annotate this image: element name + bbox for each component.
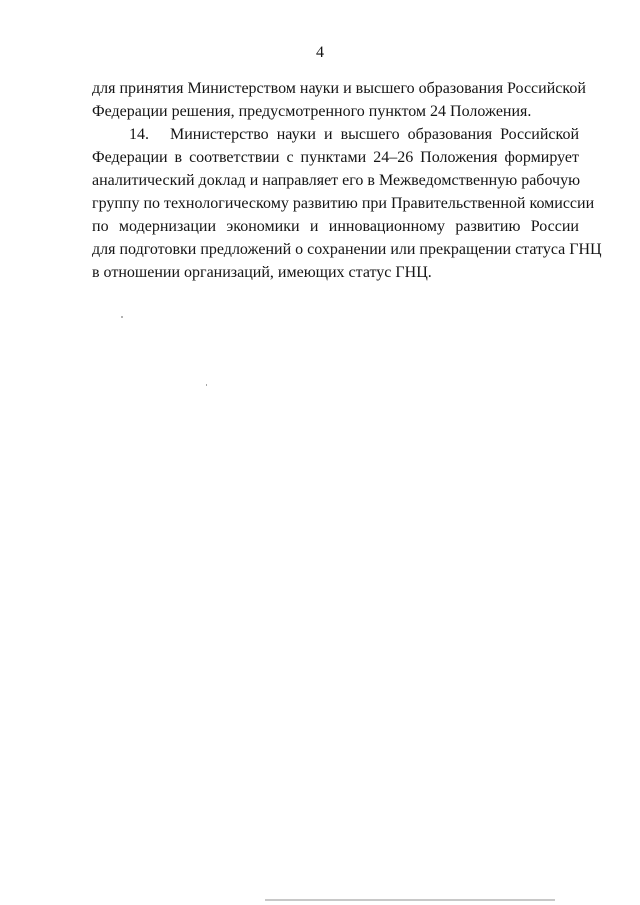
text-line-3: Министерство науки и высшего образования Российской — [170, 126, 579, 143]
text-line-5: аналитический доклад и направляет его в Межведомственную рабочую — [92, 172, 581, 189]
text-line-8: для подготовки предложений о сохранении или прекращении статуса ГНЦ — [92, 241, 602, 258]
text-line-4: Федерации в соответствии с пунктами 24–26 Положения формирует — [92, 149, 579, 166]
text-line-7: по модернизации экономики и инновационному развитию России — [92, 218, 579, 235]
paragraph-14-first-line — [129, 125, 579, 145]
scan-speck — [121, 316, 123, 318]
page-number: 4 — [316, 44, 324, 61]
text-line-9: в отношении организаций, имеющих статус ГНЦ. — [92, 264, 432, 281]
scan-edge-mark — [265, 899, 555, 901]
paragraph-number: 14. — [129, 126, 149, 143]
scan-speck — [206, 384, 207, 386]
text-line-1: для принятия Министерством науки и высшего образования Российской — [92, 80, 586, 97]
text-line-6: группу по технологическому развитию при Правительственной комиссии — [92, 195, 595, 212]
text-line-2: Федерации решения, предусмотренного пунктом 24 Положения. — [92, 103, 532, 120]
